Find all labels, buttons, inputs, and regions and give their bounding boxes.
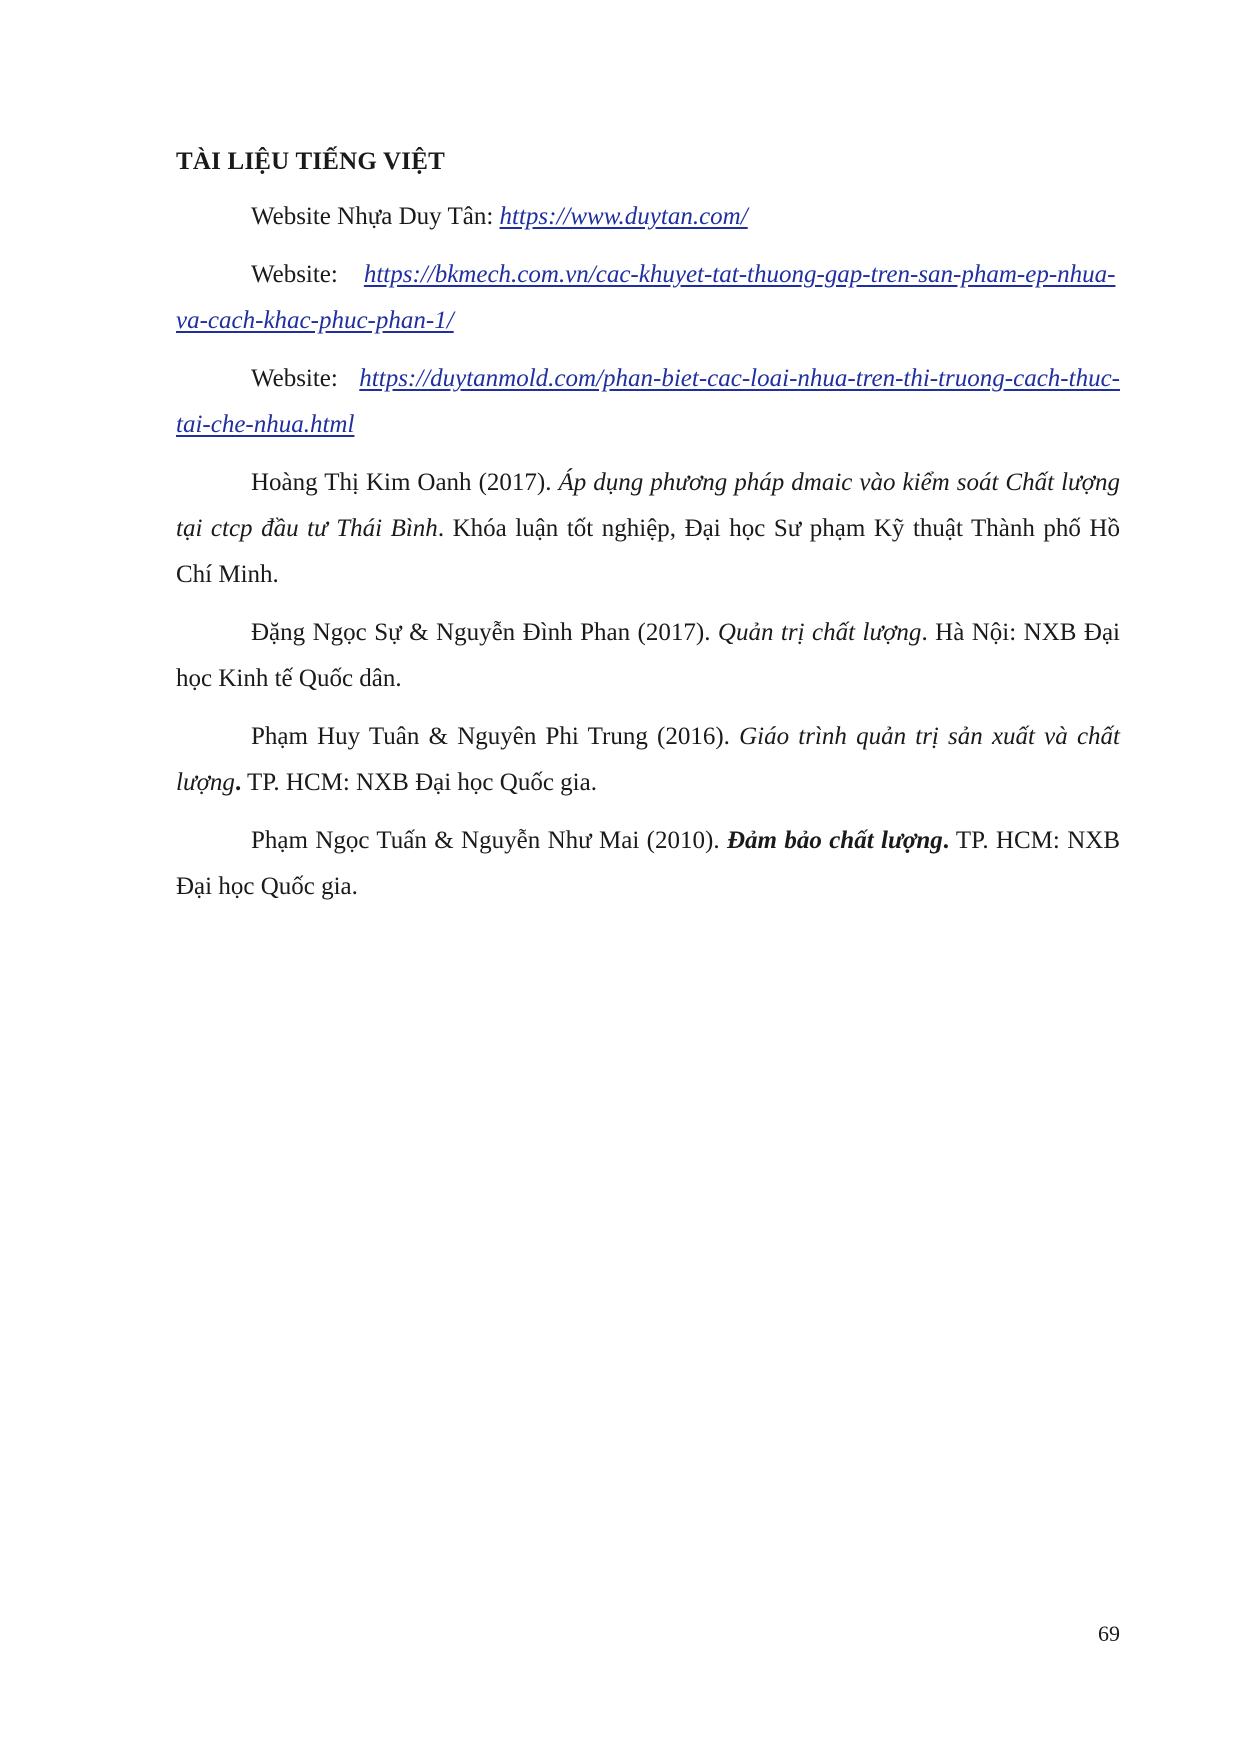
reference-link[interactable]: https://www.duytan.com/ <box>499 203 748 230</box>
reference-title: Giáo trình quản trị sản xuất và chất lượng <box>176 723 1120 796</box>
reference-title-period: . <box>234 769 242 796</box>
reference-link[interactable]: https://duytanmold.com/phan-biet-cac-loai-nhua-tren-thi-truong-cach-thuc-tai-che-nhua.html <box>176 365 1120 438</box>
reference-publisher: . Khóa luận tốt nghiệp, Đại học Sư phạm Kỹ thuật Thành phố Hồ Chí Minh. <box>176 515 1120 588</box>
reference-item-su-phan <box>176 610 1120 702</box>
reference-item-bkmech <box>176 252 1120 344</box>
reference-authors: Phạm Ngọc Tuấn & Nguyễn Như Mai (2010). <box>251 827 727 854</box>
reference-section <box>176 142 1120 922</box>
reference-label: Website Nhựa Duy Tân: <box>251 203 500 230</box>
reference-authors: Đặng Ngọc Sự & Nguyễn Đình Phan (2017). <box>251 619 718 646</box>
reference-title-period: . <box>942 827 949 854</box>
reference-title: Đảm bảo chất lượng <box>726 827 943 854</box>
reference-item-tuan-trung <box>176 714 1120 806</box>
reference-label: Website: <box>251 261 338 288</box>
reference-publisher: . Hà Nội: NXB Đại học Kinh tế Quốc dân. <box>176 619 1120 692</box>
reference-authors: Hoàng Thị Kim Oanh (2017). <box>251 469 559 496</box>
section-heading: TÀI LIỆU TIẾNG VIỆT <box>176 148 445 175</box>
reference-title: Áp dụng phương pháp dmaic vào kiểm soát Chất lượng tại ctcp đầu tư Thái Bình <box>176 469 1120 542</box>
reference-publisher: TP. HCM: NXB Đại học Quốc gia. <box>176 827 1120 900</box>
reference-link[interactable]: https://bkmech.com.vn/cac-khuyet-tat-thuong-gap-tren-san-pham-ep-nhua-va-cach-khac-phuc-phan-1/ <box>176 261 1116 334</box>
reference-label: Website: <box>251 365 360 392</box>
reference-title: Quản trị chất lượng <box>717 619 922 646</box>
reference-item-duytan <box>176 194 1120 240</box>
reference-item-tuan-mai <box>176 818 1120 910</box>
reference-publisher: TP. HCM: NXB Đại học Quốc gia. <box>241 769 597 796</box>
page-number: 69 <box>1098 1621 1120 1646</box>
reference-item-oanh <box>176 460 1120 598</box>
reference-item-duytanmold <box>176 356 1120 448</box>
reference-authors: Phạm Huy Tuân & Nguyên Phi Trung (2016). <box>251 723 740 750</box>
